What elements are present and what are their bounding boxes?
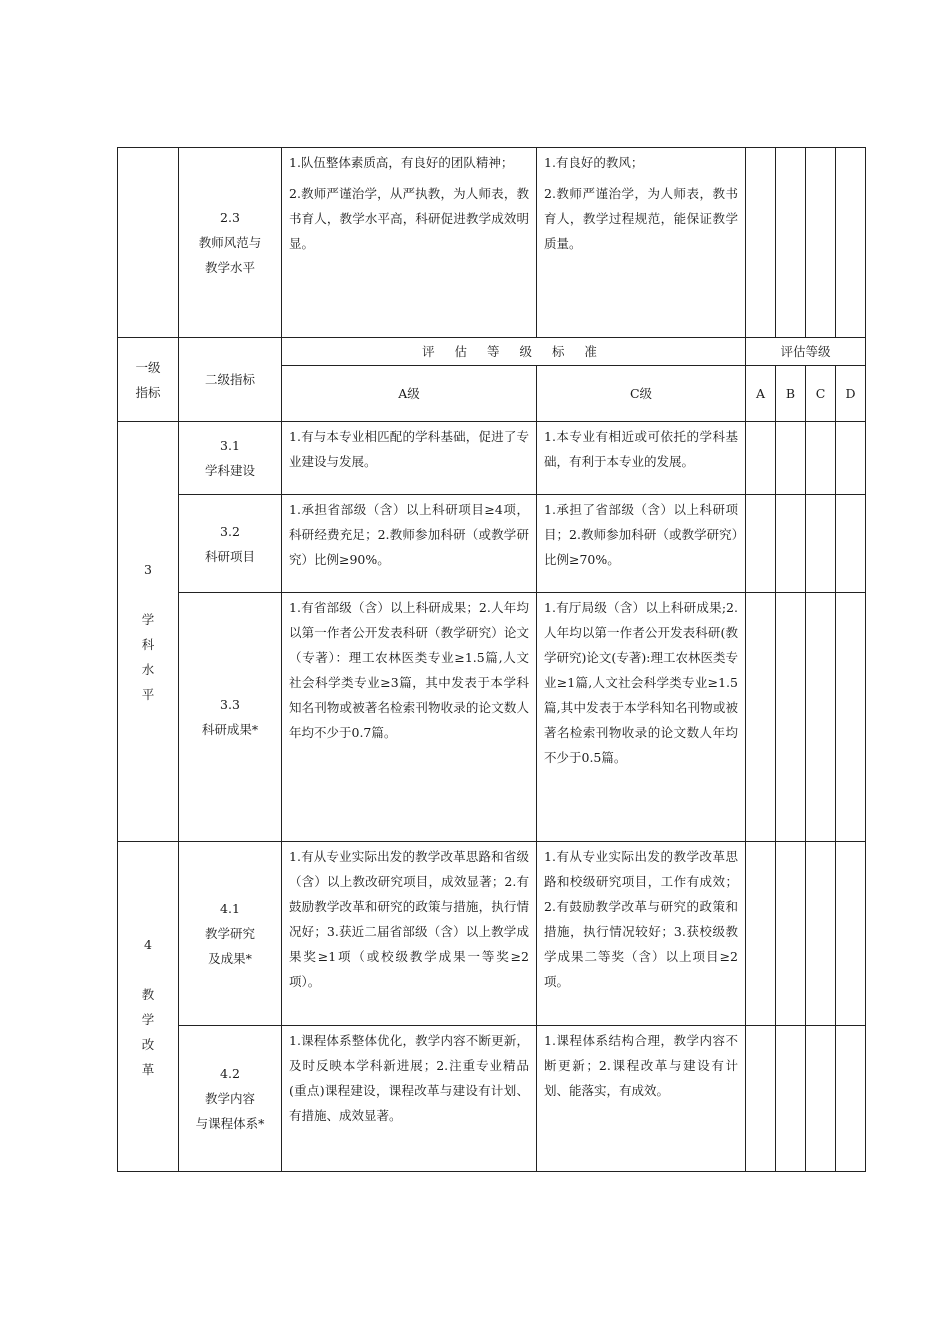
grade-cell-b[interactable]	[776, 495, 806, 593]
header-c-level: C级	[537, 366, 746, 422]
grade-cell-c[interactable]	[806, 593, 836, 842]
c-level-criteria: 1.本专业有相近或可依托的学科基础，有利于本专业的发展。	[537, 422, 746, 495]
section-3-label: 3 学 科 水 平	[118, 422, 179, 842]
grade-cell-d[interactable]	[836, 593, 866, 842]
table-row	[118, 842, 866, 1026]
grade-cell-b[interactable]	[776, 148, 806, 338]
a-level-criteria: 1.队伍整体素质高，有良好的团队精神； 2.教师严谨治学，从严执教，为人师表，教书育人，教学水平高，科研促进教学成效明显。	[282, 148, 537, 338]
table-row	[118, 1026, 866, 1172]
grade-cell-a[interactable]	[746, 593, 776, 842]
a-level-criteria: 1.有与本专业相匹配的学科基础，促进了专业建设与发展。	[282, 422, 537, 495]
table-row	[118, 495, 866, 593]
a-level-criteria: 1.有省部级（含）以上科研成果；2.人年均以第一作者公开发表科研（教学研究）论文（专著）：理工农林医类专业≥1.5篇,人文社会科学类专业≥3篇，其中发表于本学科知名刊物或被著名检索刊物收录的论文数人年均不少于0.7篇。	[282, 593, 537, 842]
grade-cell-a[interactable]	[746, 422, 776, 495]
grade-cell-c[interactable]	[806, 148, 836, 338]
level2-cell: 4.1 教学研究 及成果*	[179, 842, 282, 1026]
grade-cell-c[interactable]	[806, 495, 836, 593]
a-level-criteria: 1.课程体系整体优化，教学内容不断更新，及时反映本学科新进展；2.注重专业精品(重点)课程建设，课程改革与建设有计划、有措施、成效显著。	[282, 1026, 537, 1172]
grade-cell-c[interactable]	[806, 422, 836, 495]
c-level-criteria: 1.承担了省部级（含）以上科研项目；2.教师参加科研（或教学研究）比例≥70%。	[537, 495, 746, 593]
grade-cell-a[interactable]	[746, 148, 776, 338]
grade-cell-d[interactable]	[836, 422, 866, 495]
table-row	[118, 148, 866, 338]
grade-cell-d[interactable]	[836, 495, 866, 593]
header-grade: 评估等级	[746, 338, 866, 366]
grade-cell-d[interactable]	[836, 148, 866, 338]
header-level2: 二级指标	[179, 338, 282, 422]
grade-cell-c[interactable]	[806, 1026, 836, 1172]
level1-cell-empty	[118, 148, 179, 338]
grade-cell-c[interactable]	[806, 842, 836, 1026]
grade-cell-a[interactable]	[746, 1026, 776, 1172]
level2-cell: 4.2 教学内容 与课程体系*	[179, 1026, 282, 1172]
grade-cell-a[interactable]	[746, 495, 776, 593]
grade-cell-b[interactable]	[776, 1026, 806, 1172]
grade-cell-b[interactable]	[776, 842, 806, 1026]
table-row	[118, 422, 866, 495]
header-a-level: A级	[282, 366, 537, 422]
header-level1: 一级 指标	[118, 338, 179, 422]
c-level-criteria: 1.有良好的教风； 2.教师严谨治学，为人师表，教书育人，教学过程规范，能保证教学质量。	[537, 148, 746, 338]
level2-cell: 3.2 科研项目	[179, 495, 282, 593]
a-level-criteria: 1.承担省部级（含）以上科研项目≥4项，科研经费充足；2.教师参加科研（或教学研究）比例≥90%。	[282, 495, 537, 593]
grade-cell-b[interactable]	[776, 593, 806, 842]
grade-cell-a[interactable]	[746, 842, 776, 1026]
header-grade-b: B	[776, 366, 806, 422]
table-row	[118, 593, 866, 842]
header-grade-c: C	[806, 366, 836, 422]
level2-cell: 3.3 科研成果*	[179, 593, 282, 842]
header-grade-d: D	[836, 366, 866, 422]
grade-cell-b[interactable]	[776, 422, 806, 495]
c-level-criteria: 1.有从专业实际出发的教学改革思路和校级研究项目，工作有成效；2.有鼓励教学改革与研究的政策和措施，执行情况较好；3.获校级教学成果二等奖（含）以上项目≥2项。	[537, 842, 746, 1026]
header-criteria: 评 估 等 级 标 准	[282, 338, 746, 366]
c-level-criteria: 1.课程体系结构合理，教学内容不断更新；2.课程改革与建设有计划、能落实，有成效。	[537, 1026, 746, 1172]
evaluation-table	[117, 147, 866, 1172]
a-level-criteria: 1.有从专业实际出发的教学改革思路和省级（含）以上教改研究项目，成效显著；2.有鼓励教学改革和研究的政策与措施，执行情况好；3.获近二届省部级（含）以上教学成果奖≥1项（或校级教学成果一等奖≥2项）。	[282, 842, 537, 1026]
grade-cell-d[interactable]	[836, 842, 866, 1026]
c-level-criteria: 1.有厅局级（含）以上科研成果;2.人年均以第一作者公开发表科研(教学研究)论文(专著):理工农林医类专业≥1篇,人文社会科学类专业≥1.5篇,其中发表于本学科知名刊物或被著名检索刊物收录的论文数人年均不少于0.5篇。	[537, 593, 746, 842]
level2-cell: 2.3 教师风范与 教学水平	[179, 148, 282, 338]
header-grade-a: A	[746, 366, 776, 422]
header-row-1	[118, 338, 866, 366]
grade-cell-d[interactable]	[836, 1026, 866, 1172]
level2-cell: 3.1 学科建设	[179, 422, 282, 495]
section-4-label: 4 教 学 改 革	[118, 842, 179, 1172]
